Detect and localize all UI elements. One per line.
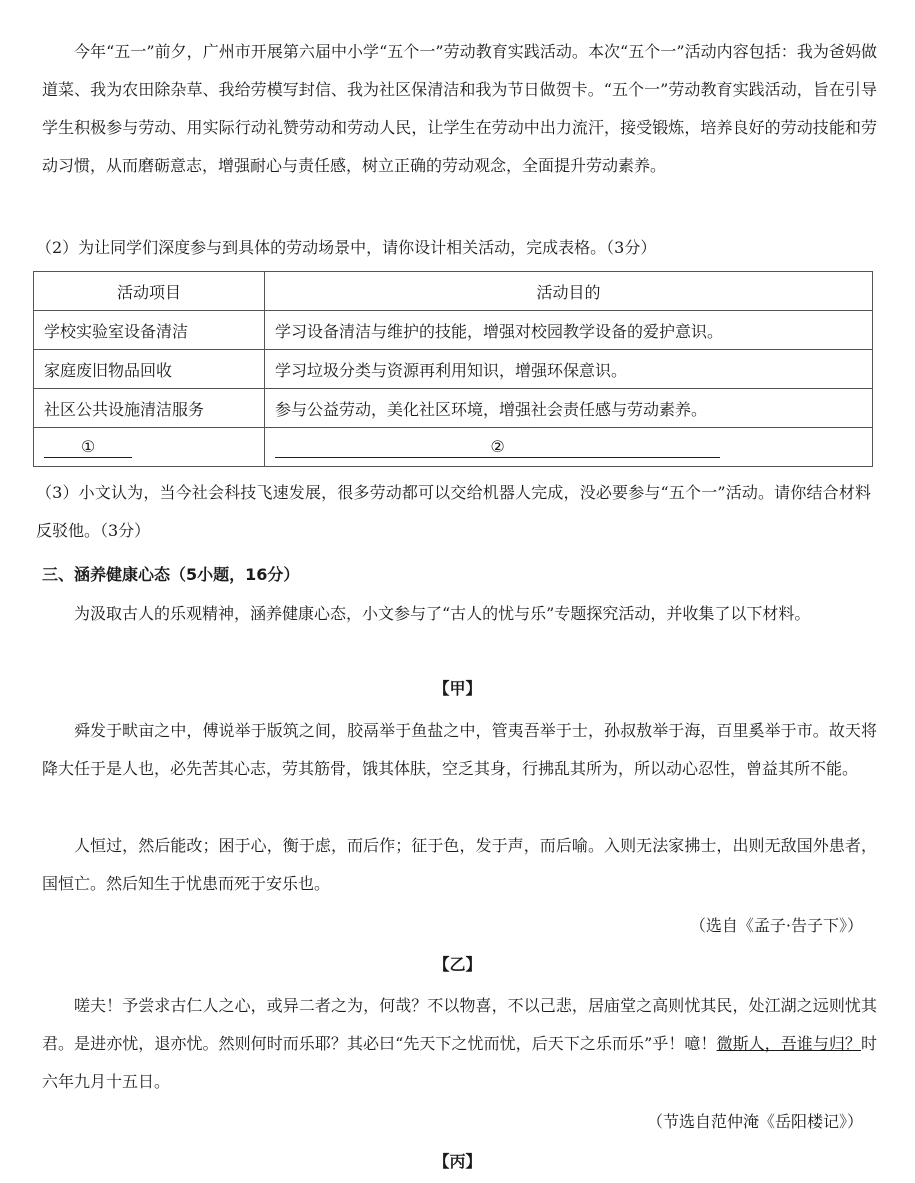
intro-paragraph: 今年“五一”前夕，广州市开展第六届中小学“五个一”劳动教育实践活动。本次“五个一”活动内容包括：我为爸妈做道菜、我为农田除杂草、我给劳模写封信、我为社区保清洁和我为节日做贺卡。“五个一”劳动教育实践活动，旨在引导学生积极参与劳动、用实际行动礼赞劳动和劳动人民，让学生在劳动中出力流汗，接受锻炼，培养良好的劳动技能和劳动习惯，从而磨砺意志，增强耐心与责任感，树立正确的劳动观念，全面提升劳动素养。 (42, 42, 877, 175)
table-row (34, 311, 873, 350)
table-header-purpose: 活动目的 (265, 272, 873, 311)
table-row (34, 389, 873, 428)
material-jia-para-2: 人恒过，然后能改；困于心，衡于虑，而后作；征于色，发于声，而后喻。入则无法家拂士，出则无敌国外患者，国恒亡。然后知生于忧患而死于安乐也。 (42, 836, 877, 893)
table-cell-purpose: 学习垃圾分类与资源再利用知识，增强环保意识。 (265, 350, 873, 389)
table-header-row (34, 272, 873, 311)
material-yi-source: （节选自范仲淹《岳阳楼记》） (646, 1112, 863, 1131)
material-yi-label: 【乙】 (433, 955, 482, 974)
material-yi-underlined-text: 微斯人，吾谁与归？ (716, 1034, 861, 1053)
question-2: （2）为让同学们深度参与到具体的劳动场景中，请你设计相关活动，完成表格。（3分） (36, 238, 657, 257)
table-cell-blank-2[interactable] (265, 428, 873, 467)
material-jia-para-1: 舜发于畎亩之中，傅说举于版筑之间，胶鬲举于鱼盐之中，管夷吾举于士，孙叔敖举于海，百里奚举于市。故天将降大任于是人也，必先苦其心志，劳其筋骨，饿其体肤，空乏其身，行拂乱其所为，所以动心忍性，曾益其所不能。 (42, 721, 877, 778)
table-row (34, 350, 873, 389)
table-cell-project: 家庭废旧物品回收 (34, 350, 265, 389)
material-yi-para (42, 987, 877, 1101)
activity-table (33, 271, 873, 467)
answer-blank-1[interactable]: ① (44, 437, 132, 458)
question-3: （3）小文认为，当今社会科技飞速发展，很多劳动都可以交给机器人完成，没必要参与“五个一”活动。请你结合材料反驳他。（3分） (36, 483, 871, 540)
table-row-blank (34, 428, 873, 467)
section-3-title: 三、涵养健康心态（5小题，16分） (42, 565, 300, 584)
material-bing-label: 【丙】 (433, 1152, 482, 1171)
material-jia-source: （选自《孟子·告子下》） (689, 916, 863, 935)
table-cell-purpose: 学习设备清洁与维护的技能，增强对校园教学设备的爱护意识。 (265, 311, 873, 350)
material-jia-label: 【甲】 (433, 679, 482, 698)
answer-blank-2[interactable]: ② (275, 437, 720, 458)
table-cell-project: 社区公共设施清洁服务 (34, 389, 265, 428)
table-header-project: 活动项目 (34, 272, 265, 311)
table-cell-blank-1[interactable] (34, 428, 265, 467)
table-cell-project: 学校实验室设备清洁 (34, 311, 265, 350)
material-yi-tail-text: 时六年九月十五日。 (42, 1034, 877, 1091)
material-yi-main-text: 嗟夫！予尝求古仁人之心，或异二者之为，何哉？不以物喜，不以己悲，居庙堂之高则忧其民，处江湖之远则忧其君。是进亦忧，退亦忧。然则何时而乐耶？其必曰“先天下之忧而忧，后天下之乐而乐”乎！噫！ (42, 996, 877, 1053)
table-cell-purpose: 参与公益劳动，美化社区环境，增强社会责任感与劳动素养。 (265, 389, 873, 428)
section-3-intro: 为汲取古人的乐观精神，涵养健康心态，小文参与了“古人的忧与乐”专题探究活动，并收集了以下材料。 (74, 604, 811, 623)
